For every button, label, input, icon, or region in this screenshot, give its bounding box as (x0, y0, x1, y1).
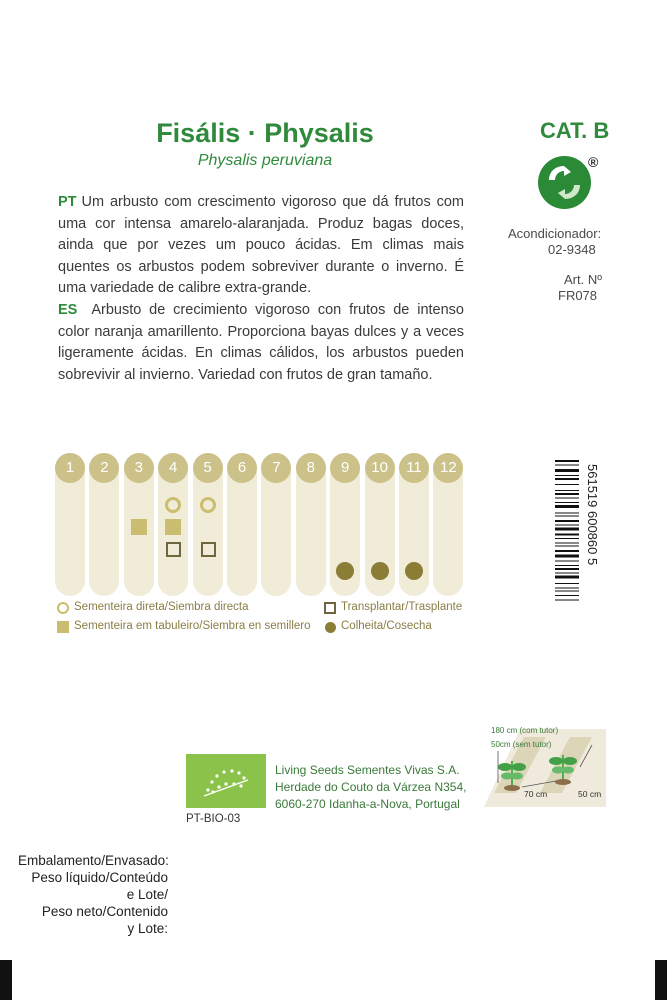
barcode-bar (555, 576, 579, 579)
barcode-bar (555, 550, 579, 552)
legend-transplant: Transplantar/Trasplante (341, 601, 463, 613)
crop-mark (0, 960, 12, 1000)
description-es-text: Arbusto de crecimiento vigoroso con frutos de intenso color naranja amarillento. Proporciona bayas dulces y a veces ligeramente ácidas. En climas cálidos, los arbustos pueden sobrevivir al invierno. Variedad con frutos de gran tamaño. (58, 302, 464, 383)
lang-code-es: ES (58, 302, 78, 318)
month-number: 10 (365, 453, 395, 483)
barcode-bar (555, 573, 579, 574)
tray-sowing-legend-icon (57, 621, 69, 633)
legend-direct-sowing: Sementeira direta/Siembra directa (74, 601, 249, 613)
packaging-line: Peso neto/Contenido (41, 904, 168, 919)
svg-text:561519 600860 5: 561519 600860 5 (585, 464, 600, 566)
article-value: FR078 (558, 288, 598, 303)
plant-distance-label: 50 cm (578, 789, 602, 799)
month-column-12 (433, 453, 463, 596)
packaging-line: Embalamento/Envasado: (18, 853, 169, 868)
legend-tray-sowing: Sementeira em tabuleiro/Siembra en semillero (74, 620, 311, 632)
month-number: 3 (124, 453, 154, 483)
height-without-support-label: 50cm (sem tutor) (491, 740, 552, 749)
month-column-10 (365, 453, 395, 596)
barcode-bar (555, 543, 579, 544)
latin-name: Physalis peruviana (197, 152, 333, 169)
month-number: 6 (227, 453, 257, 483)
product-title: Fisális · Physalis (156, 118, 374, 148)
company-name: Living Seeds Sementes Vivas S.A. (275, 763, 460, 777)
barcode-bar (555, 538, 579, 539)
barcode (555, 458, 579, 660)
packaging-line: e Lote/ (126, 887, 168, 902)
plant-spacing-diagram (484, 723, 606, 807)
barcode-bar (555, 546, 579, 547)
organic-certification-code: PT-BIO-03 (186, 813, 241, 825)
barcode-bar (555, 534, 579, 536)
barcode-bar (555, 475, 579, 476)
month-column-7 (261, 453, 291, 596)
packaging-info (18, 852, 168, 937)
description-pt (58, 192, 464, 300)
barcode-bar (555, 460, 579, 462)
height-with-support-label: 180 cm (com tutor) (491, 726, 559, 735)
month-column-1 (55, 453, 85, 596)
month-column-5 (193, 453, 223, 596)
lang-code-pt: PT (58, 194, 77, 210)
month-number: 11 (399, 453, 429, 483)
month-number: 8 (296, 453, 326, 483)
category-label: CAT. B (540, 118, 610, 143)
month-number: 5 (193, 453, 223, 483)
description-es (58, 300, 464, 386)
packaging-line: y Lote: (127, 921, 168, 936)
direct-sowing-mark (200, 497, 216, 513)
harvest-mark (336, 562, 354, 580)
barcode-bar (555, 493, 579, 495)
registered-mark: ® (588, 154, 599, 170)
barcode-bar (555, 513, 579, 514)
barcode-bar (555, 583, 579, 584)
barcode-bar (555, 600, 579, 601)
barcode-bar (555, 469, 579, 472)
company-city: 6060-270 Idanha-a-Nova, Portugal (275, 797, 460, 811)
month-column-4 (158, 453, 188, 596)
month-number: 4 (158, 453, 188, 483)
barcode-bar (555, 498, 579, 499)
row-distance-label: 70 cm (524, 789, 548, 799)
barcode-bar (555, 520, 579, 522)
barcode-bar (555, 484, 579, 485)
eu-organic-logo (186, 754, 266, 808)
direct-sowing-legend-icon (57, 602, 69, 614)
barcode-digits (582, 458, 608, 660)
company-address: Herdade do Couto da Várzea N354, (275, 780, 467, 794)
month-column-11 (399, 453, 429, 596)
acondicionador-label: Acondicionador: (508, 226, 602, 241)
month-column-3 (124, 453, 154, 596)
barcode-bar (555, 588, 579, 589)
acondicionador-value: 02-9348 (548, 242, 596, 257)
barcode-bar (555, 591, 579, 592)
harvest-mark (371, 562, 389, 580)
harvest-legend-icon (325, 622, 336, 633)
direct-sowing-mark (165, 497, 181, 513)
tray-sowing-mark (131, 519, 147, 535)
month-number: 7 (261, 453, 291, 483)
month-column-6 (227, 453, 257, 596)
barcode-bar (555, 478, 579, 480)
tray-sowing-mark (165, 519, 181, 535)
description-pt-text: Um arbusto com crescimento vigoroso que dá frutos com uma cor intensa amarelo-alaranjada. Produz bagas doces, ainda que por vezes um pouco ácidas. Em climas mais quentes os arbustos podem sobreviver durante o inverno. É uma variedade de calibre extra-grande. (58, 194, 464, 296)
legend-harvest: Colheita/Cosecha (341, 620, 432, 632)
month-column-8 (296, 453, 326, 596)
transplant-legend-icon (324, 602, 336, 614)
barcode-bar (555, 561, 579, 562)
barcode-bar (555, 528, 579, 531)
barcode-bar (555, 502, 579, 503)
company-info (275, 762, 466, 813)
packaging-line: Peso líquido/Conteúdo (31, 870, 168, 885)
barcode-bar (555, 568, 579, 570)
barcode-bar (555, 565, 579, 566)
barcode-bar (555, 595, 579, 596)
barcode-bar (555, 516, 579, 517)
green-dot-recycling-icon (538, 156, 591, 209)
sowing-calendar (55, 453, 471, 598)
transplant-mark (166, 542, 181, 557)
barcode-bar (555, 555, 579, 558)
month-number: 1 (55, 453, 85, 483)
barcode-bar (555, 465, 579, 466)
barcode-bar (555, 490, 579, 491)
crop-mark (655, 960, 667, 1000)
month-column-9 (330, 453, 360, 596)
transplant-mark (201, 542, 216, 557)
harvest-mark (405, 562, 423, 580)
month-number: 12 (433, 453, 463, 483)
barcode-bar (555, 525, 579, 526)
month-number: 9 (330, 453, 360, 483)
article-label: Art. Nº (564, 272, 602, 287)
month-number: 2 (89, 453, 119, 483)
barcode-bar (555, 505, 579, 508)
month-column-2 (89, 453, 119, 596)
